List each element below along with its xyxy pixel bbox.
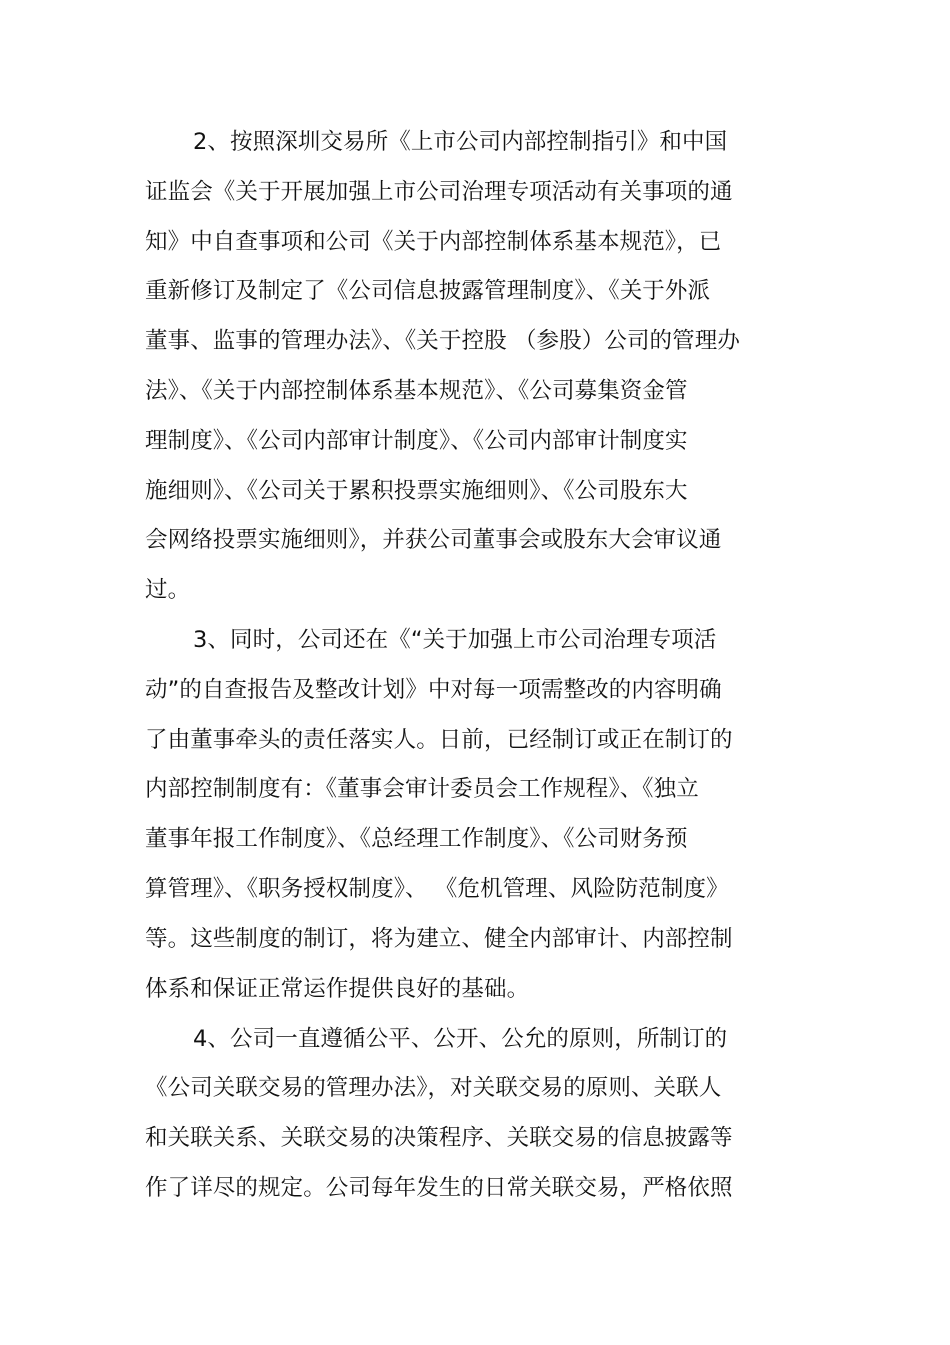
paragraph-2-line-2: 证监会《关于开展加强上市公司治理专项活动有关事项的通 [145, 179, 733, 205]
paragraph-2-line-10: 过。 [145, 577, 191, 603]
paragraph-3-line-3: 了由董事牵头的责任落实人。日前，已经制订或正在制订的 [145, 727, 733, 753]
paragraph-2-line-9: 会网络投票实施细则》，并获公司董事会或股东大会审议通 [145, 527, 722, 553]
paragraph-3-line-4: 内部控制制度有：《董事会审计委员会工作规程》、《独立 [145, 776, 699, 802]
paragraph-2-line-5: 董事、监事的管理办法》、《关于控股 （参股）公司的管理办 [145, 328, 740, 354]
paragraph-2-line-4: 重新修订及制定了《公司信息披露管理制度》、《关于外派 [145, 278, 711, 304]
paragraph-2-line-1: 2、按照深圳交易所《上市公司内部控制指引》和中国 [193, 129, 728, 155]
paragraph-3-line-7: 等。这些制度的制订，将为建立、健全内部审计、内部控制 [145, 926, 733, 952]
paragraph-3-line-5: 董事年报工作制度》、《总经理工作制度》、《公司财务预 [145, 826, 688, 852]
paragraph-4-line-2: 《公司关联交易的管理办法》，对关联交易的原则、关联人 [145, 1075, 722, 1101]
paragraph-2-line-3: 知》中自查事项和公司《关于内部控制体系基本规范》，已 [145, 229, 722, 255]
paragraph-3-line-6: 算管理》、《职务授权制度》、 《危机管理、风险防范制度》 [145, 876, 729, 902]
paragraph-3-line-8: 体系和保证正常运作提供良好的基础。 [145, 976, 530, 1002]
paragraph-2-line-6: 法》、《关于内部控制体系基本规范》、《公司募集资金管 [145, 378, 688, 404]
paragraph-2-line-7: 理制度》、《公司内部审计制度》、《公司内部审计制度实 [145, 428, 688, 454]
paragraph-4-line-3: 和关联关系、关联交易的决策程序、关联交易的信息披露等 [145, 1125, 733, 1151]
paragraph-3-line-1: 3、同时，公司还在《“关于加强上市公司治理专项活 [193, 627, 717, 653]
paragraph-4-line-4: 作了详尽的规定。公司每年发生的日常关联交易，严格依照 [145, 1175, 733, 1201]
paragraph-3-line-2: 动”的自查报告及整改计划》中对每一项需整改的内容明确 [145, 677, 722, 703]
paragraph-4-line-1: 4、公司一直遵循公平、公开、公允的原则，所制订的 [193, 1026, 728, 1052]
paragraph-2-line-8: 施细则》、《公司关于累积投票实施细则》、《公司股东大 [145, 478, 688, 504]
